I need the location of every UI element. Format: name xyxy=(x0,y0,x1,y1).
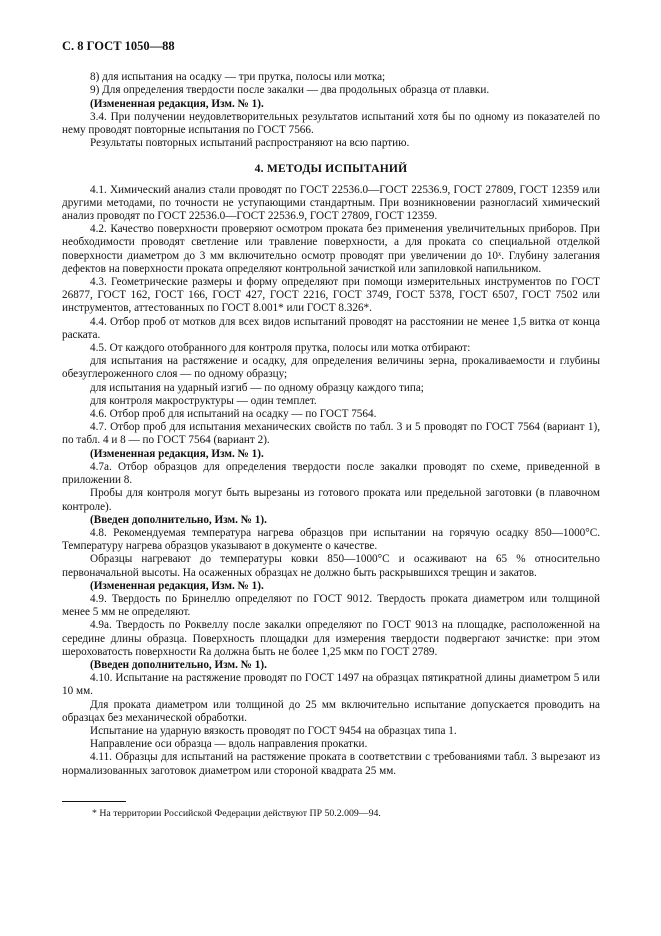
paragraph: Направление оси образца — вдоль направления прокатки. xyxy=(90,738,368,751)
paragraph: 4.2. Качество поверхности проверяют осмотром проката без применения увеличительных приборов. При необходимости проводят светление или травление поверхности, а для проката со специальной отделкой поверхности диаметром до 3 мм включительно осмотр проводят при увеличении до 10ˣ. Глубину залегания дефектов на поверхности проката определяют контрольной зачисткой или запиловкой напильником. xyxy=(62,223,600,275)
paragraph: 4.11. Образцы для испытаний на растяжение проката в соответствии с требованиями табл. 3 вырезают из нормализованных заготовок диаметром или стороной квадрата 25 мм. xyxy=(62,751,600,777)
amendment-note: (Введен дополнительно, Изм. № 1). xyxy=(90,513,267,526)
amendment-note: (Введен дополнительно, Изм. № 1). xyxy=(90,658,267,671)
paragraph: Результаты повторных испытаний распространяют на всю партию. xyxy=(90,137,410,150)
paragraph: 4.5. От каждого отобранного для контроля прутка, полосы или мотка отбирают: xyxy=(90,342,471,355)
document-page xyxy=(62,40,600,778)
paragraph: Испытание на ударную вязкость проводят по ГОСТ 9454 на образцах типа 1. xyxy=(90,724,457,737)
document-body xyxy=(62,71,600,778)
paragraph: 4.4. Отбор проб от мотков для всех видов испытаний проводят на расстоянии не менее 1,5 витка от конца раската. xyxy=(62,315,600,341)
paragraph: 4.7а. Отбор образцов для определения твердости после закалки проводят по схеме, приведенной в приложении 8. xyxy=(62,460,600,487)
paragraph: 4.10. Испытание на растяжение проводят по ГОСТ 1497 на образцах пятикратной длины диаметром 5 или 10 мм. xyxy=(62,672,600,698)
section-heading: 4. МЕТОДЫ ИСПЫТАНИЙ xyxy=(254,162,408,176)
paragraph: Для проката диаметром или толщиной до 25 мм включительно испытание допускается проводить на образцах без механической обработки. xyxy=(62,698,600,724)
paragraph: 4.3. Геометрические размеры и форму определяют при помощи измерительных инструментов по ГОСТ 26877, ГОСТ 162, ГОСТ 166, ГОСТ 427, ГОСТ 2216, ГОСТ 3749, ГОСТ 5378, ГОСТ 6507, ГОСТ 7502 или инструментов, аттестованных по ГОСТ 8.001* или ГОСТ 8.326*. xyxy=(62,276,600,315)
amendment-note: (Измененная редакция, Изм. № 1). xyxy=(90,447,264,460)
paragraph: для испытания на ударный изгиб — по одному образцу каждого типа; xyxy=(90,381,424,394)
amendment-note: (Измененная редакция, Изм. № 1). xyxy=(90,579,264,592)
paragraph: 4.6. Отбор проб для испытаний на осадку — по ГОСТ 7564. xyxy=(90,408,377,421)
paragraph: 9) Для определения твердости после закалки — два продольных образца от плавки. xyxy=(90,84,490,97)
paragraph: 4.8. Рекомендуемая температура нагрева образцов при испытании на горячую осадку 850—1000°С. Температуру нагрева образцов указывают в документе о качестве. xyxy=(62,526,600,553)
paragraph: для испытания на растяжение и осадку, для определения величины зерна, прокаливаемости и глубины обезуглероженного слоя — по одному образцу; xyxy=(62,355,600,381)
amendment-note: (Измененная редакция, Изм. № 1). xyxy=(90,97,264,110)
paragraph: 4.1. Химический анализ стали проводят по ГОСТ 22536.0—ГОСТ 22536.9, ГОСТ 27809, ГОСТ 12359 или другими методами, по точности не уступающими стандартным. При возникновении разногласий химический анализ проводят по ГОСТ 22536.0—ГОСТ 22536.9, ГОСТ 27809, ГОСТ 12359. xyxy=(62,183,600,223)
footnote: * На территории Российской Федерации действуют ПР 50.2.009—94. xyxy=(92,808,381,819)
running-head: С. 8 ГОСТ 1050—88 xyxy=(62,39,175,53)
paragraph: 4.9а. Твердость по Роквеллу после закалки определяют по ГОСТ 9013 на площадке, расположенной на середине длины образца. Поверхность площадки для измерения твердости подвергают зачистке: при этом шероховатость поверхности Ra должна быть не более 1,25 мкм по ГОСТ 2789. xyxy=(62,619,600,658)
paragraph: Пробы для контроля могут быть вырезаны из готового проката или предельной заготовки (в плавочном контроле). xyxy=(62,487,600,513)
paragraph: 8) для испытания на осадку — три прутка, полосы или мотка; xyxy=(90,71,386,84)
paragraph: 4.9. Твердость по Бринеллю определяют по ГОСТ 9012. Твердость проката диаметром или толщиной менее 5 мм не определяют. xyxy=(62,592,600,619)
paragraph: 4.7. Отбор проб для испытания механических свойств по табл. 3 и 5 проводят по ГОСТ 7564 (вариант 1), по табл. 4 и 8 — по ГОСТ 7564 (вариант 2). xyxy=(62,421,600,447)
footnote-rule xyxy=(62,801,126,802)
paragraph: 3.4. При получении неудовлетворительных результатов испытаний хотя бы по одному из показателей по нему проводят повторные испытания по ГОСТ 7566. xyxy=(62,110,600,137)
paragraph: для контроля макроструктуры — один темплет. xyxy=(90,394,317,407)
paragraph: Образцы нагревают до температуры ковки 850—1000°С и осаживают на 65 % относительно первоначальной высоты. На осаженных образцах не должно быть раскрывшихся трещин и закатов. xyxy=(62,553,600,579)
